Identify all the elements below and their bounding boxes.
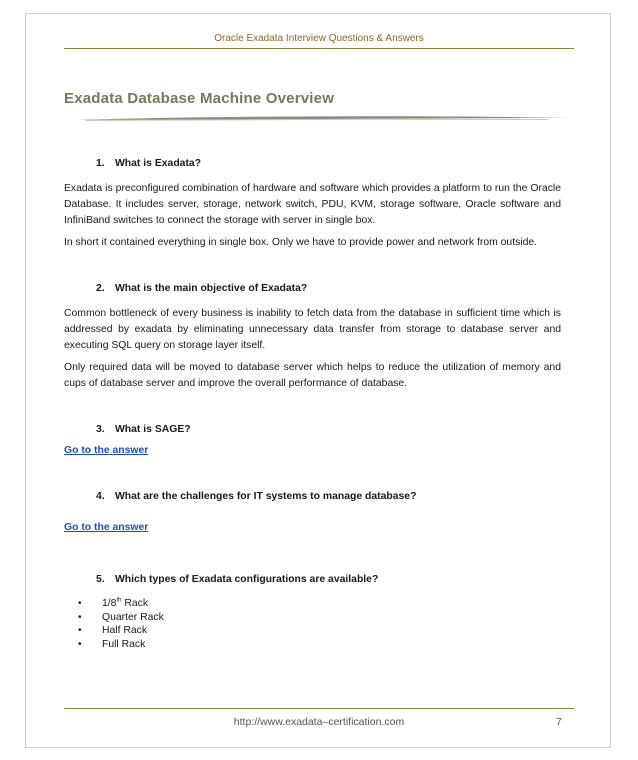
question-number: 3. — [96, 424, 105, 435]
question-number: 2. — [96, 283, 105, 294]
question-text: What is the main objective of Exadata? — [115, 283, 308, 294]
header-rule — [64, 48, 574, 49]
bullet-icon: • — [78, 625, 82, 637]
bullet-icon: • — [78, 611, 82, 623]
bullet-icon: • — [78, 598, 82, 609]
answer-1-paragraph-2: In short it contained everything in single box. Only we have to provide power and network from outside. — [64, 237, 538, 248]
page-number: 7 — [556, 716, 562, 728]
list-item — [64, 597, 561, 611]
question-text: Which types of Exadata configurations are available? — [115, 574, 379, 585]
superscript: th — [116, 597, 122, 604]
footer-url: http://www.exadata–certification.com — [233, 716, 405, 728]
main-content — [64, 156, 561, 652]
answer-4-link[interactable]: Go to the answer — [64, 522, 149, 533]
item-text: 1/8 — [102, 598, 117, 609]
footer-rule — [64, 708, 574, 709]
configuration-list — [64, 597, 561, 652]
item-text: Quarter Rack — [102, 611, 164, 623]
question-number: 5. — [96, 574, 105, 585]
answer-2-paragraph-1: Common bottleneck of every business is inability to fetch data from the database in sufficient time which is addressed by exadata by eliminating unnecessary data transfer from storage to database server and executing SQL query on storage layer itself. — [64, 308, 561, 351]
answer-2-paragraph-2: Only required data will be moved to database server which helps to reduce the utilization of memory and cups of database server and improve the overall performance of database. — [64, 362, 561, 389]
question-4 — [96, 489, 561, 505]
question-text: What is Exadata? — [115, 158, 202, 169]
list-item — [64, 624, 561, 638]
question-number: 4. — [96, 491, 105, 502]
running-header: Oracle Exadata Interview Questions & Answers — [214, 33, 424, 44]
bullet-icon: • — [78, 639, 82, 651]
question-2 — [96, 281, 561, 297]
section-title: Exadata Database Machine Overview — [64, 90, 335, 107]
question-5 — [96, 572, 561, 588]
answer-3-link[interactable]: Go to the answer — [64, 445, 149, 456]
answer-1-paragraph-1: Exadata is preconfigured combination of hardware and software which provides a platform to run the Oracle Database. It includes server, storage, network switch, PDU, KVM, storage software, Oracle software and InfiniBand switches to connect the storage with server in single box. — [64, 183, 561, 226]
list-item — [64, 638, 561, 652]
question-number: 1. — [96, 158, 105, 169]
question-3 — [96, 422, 561, 438]
question-text: What is SAGE? — [115, 424, 191, 435]
item-text: Full Rack — [102, 639, 146, 651]
question-text: What are the challenges for IT systems to manage database? — [115, 491, 417, 502]
list-item — [64, 611, 561, 625]
question-1 — [96, 156, 561, 172]
item-text: Half Rack — [102, 625, 148, 637]
item-text: Rack — [121, 598, 149, 609]
decorative-swoosh — [78, 114, 568, 124]
